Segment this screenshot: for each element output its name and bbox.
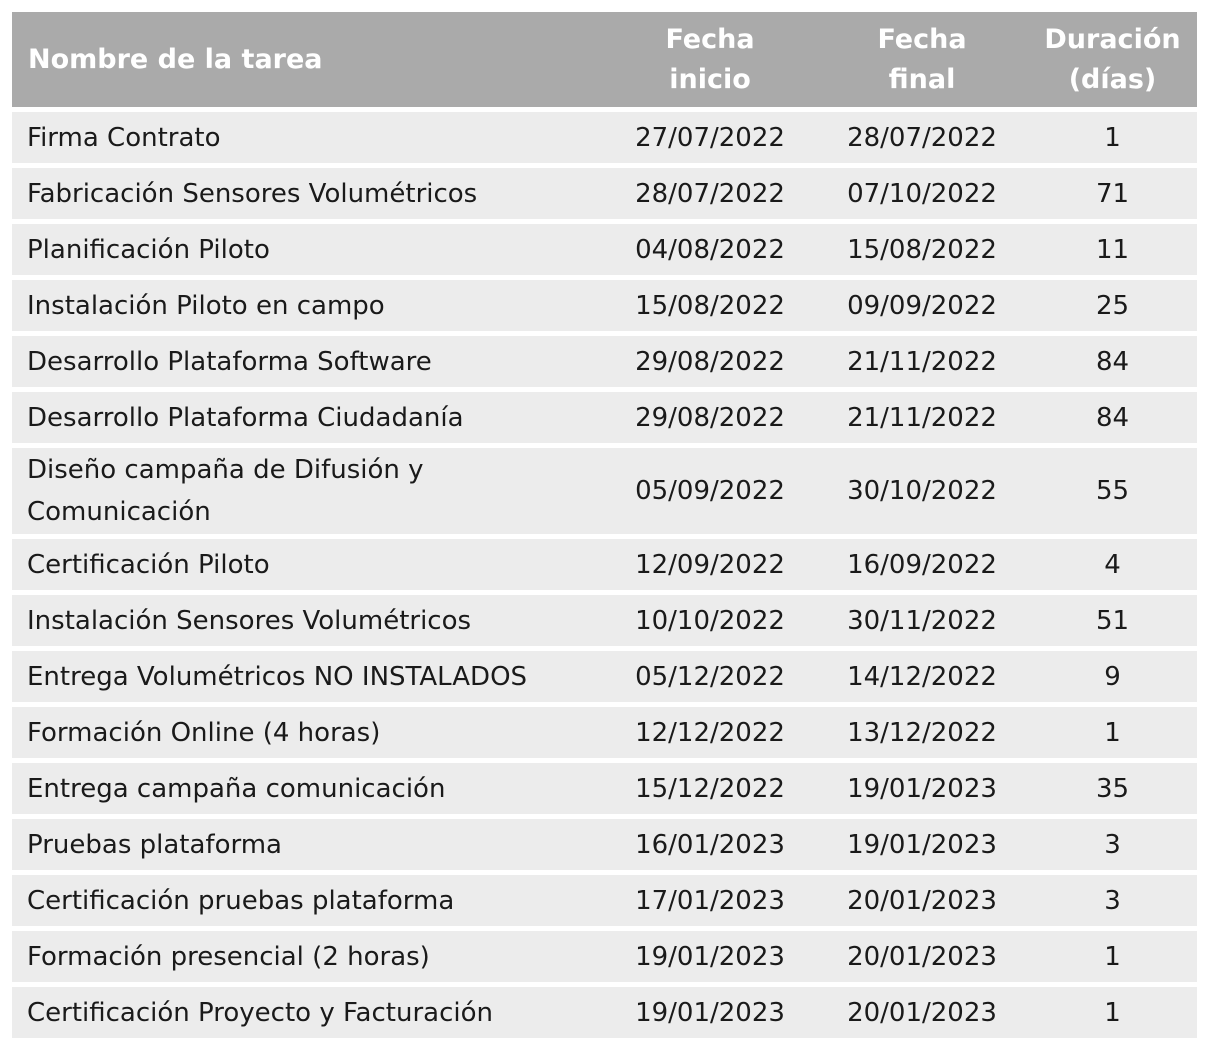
duration-cell: 55 bbox=[1028, 443, 1197, 534]
table-row bbox=[12, 331, 1197, 387]
header-end-line2: final bbox=[888, 63, 956, 95]
task-name-cell: Entrega Volumétricos NO INSTALADOS bbox=[12, 646, 604, 702]
duration-cell: 1 bbox=[1028, 107, 1197, 163]
table-row bbox=[12, 275, 1197, 331]
start-date-cell: 15/12/2022 bbox=[604, 758, 816, 814]
table-row bbox=[12, 702, 1197, 758]
start-date-cell: 19/01/2023 bbox=[604, 982, 816, 1038]
start-date-cell: 19/01/2023 bbox=[604, 926, 816, 982]
start-date-cell: 10/10/2022 bbox=[604, 590, 816, 646]
header-start-date bbox=[604, 12, 816, 107]
table-row bbox=[12, 814, 1197, 870]
task-name-cell: Desarrollo Plataforma Ciudadanía bbox=[12, 387, 604, 443]
task-name-cell: Instalación Piloto en campo bbox=[12, 275, 604, 331]
end-date-cell: 20/01/2023 bbox=[816, 870, 1028, 926]
start-date-cell: 05/09/2022 bbox=[604, 443, 816, 534]
start-date-cell: 17/01/2023 bbox=[604, 870, 816, 926]
task-name-cell: Certificación pruebas plataforma bbox=[12, 870, 604, 926]
end-date-cell: 16/09/2022 bbox=[816, 534, 1028, 590]
task-name-line1: Diseño campaña de Difusión y bbox=[27, 455, 424, 485]
header-start-line2: inicio bbox=[669, 63, 751, 95]
header-task-name-label: Nombre de la tarea bbox=[28, 43, 323, 75]
task-name-cell: Desarrollo Plataforma Software bbox=[12, 331, 604, 387]
end-date-cell: 09/09/2022 bbox=[816, 275, 1028, 331]
task-name-cell: Certificación Piloto bbox=[12, 534, 604, 590]
duration-cell: 84 bbox=[1028, 331, 1197, 387]
duration-cell: 71 bbox=[1028, 163, 1197, 219]
end-date-cell: 14/12/2022 bbox=[816, 646, 1028, 702]
end-date-cell: 15/08/2022 bbox=[816, 219, 1028, 275]
table-row bbox=[12, 534, 1197, 590]
header-duration-line1: Duración bbox=[1044, 23, 1181, 55]
end-date-cell: 21/11/2022 bbox=[816, 387, 1028, 443]
end-date-cell: 19/01/2023 bbox=[816, 758, 1028, 814]
duration-cell: 51 bbox=[1028, 590, 1197, 646]
start-date-cell: 04/08/2022 bbox=[604, 219, 816, 275]
duration-cell: 11 bbox=[1028, 219, 1197, 275]
start-date-cell: 28/07/2022 bbox=[604, 163, 816, 219]
end-date-cell: 30/10/2022 bbox=[816, 443, 1028, 534]
header-row bbox=[12, 12, 1197, 107]
task-name-cell: Pruebas plataforma bbox=[12, 814, 604, 870]
start-date-cell: 15/08/2022 bbox=[604, 275, 816, 331]
duration-cell: 25 bbox=[1028, 275, 1197, 331]
task-schedule-table bbox=[12, 12, 1197, 1038]
end-date-cell: 20/01/2023 bbox=[816, 926, 1028, 982]
task-name-cell bbox=[12, 443, 604, 534]
duration-cell: 3 bbox=[1028, 870, 1197, 926]
task-name-cell: Fabricación Sensores Volumétricos bbox=[12, 163, 604, 219]
duration-cell: 3 bbox=[1028, 814, 1197, 870]
table-row bbox=[12, 219, 1197, 275]
header-task-name bbox=[12, 12, 604, 107]
start-date-cell: 29/08/2022 bbox=[604, 331, 816, 387]
header-end-line1: Fecha bbox=[877, 23, 967, 55]
end-date-cell: 20/01/2023 bbox=[816, 982, 1028, 1038]
duration-cell: 1 bbox=[1028, 926, 1197, 982]
header-duration bbox=[1028, 12, 1197, 107]
start-date-cell: 27/07/2022 bbox=[604, 107, 816, 163]
duration-cell: 84 bbox=[1028, 387, 1197, 443]
start-date-cell: 16/01/2023 bbox=[604, 814, 816, 870]
task-name-cell: Formación Online (4 horas) bbox=[12, 702, 604, 758]
header-start-line1: Fecha bbox=[665, 23, 755, 55]
header-duration-line2: (días) bbox=[1068, 63, 1157, 95]
start-date-cell: 12/09/2022 bbox=[604, 534, 816, 590]
start-date-cell: 12/12/2022 bbox=[604, 702, 816, 758]
table-row bbox=[12, 163, 1197, 219]
task-name-cell: Certificación Proyecto y Facturación bbox=[12, 982, 604, 1038]
table-row bbox=[12, 107, 1197, 163]
duration-cell: 4 bbox=[1028, 534, 1197, 590]
table-row bbox=[12, 982, 1197, 1038]
duration-cell: 35 bbox=[1028, 758, 1197, 814]
table-row bbox=[12, 387, 1197, 443]
table-body bbox=[12, 107, 1197, 1038]
task-name-line2: Comunicación bbox=[27, 497, 211, 527]
duration-cell: 1 bbox=[1028, 702, 1197, 758]
task-name-cell: Planificación Piloto bbox=[12, 219, 604, 275]
table-row bbox=[12, 646, 1197, 702]
start-date-cell: 29/08/2022 bbox=[604, 387, 816, 443]
end-date-cell: 28/07/2022 bbox=[816, 107, 1028, 163]
end-date-cell: 07/10/2022 bbox=[816, 163, 1028, 219]
task-name-cell: Firma Contrato bbox=[12, 107, 604, 163]
task-name-cell: Formación presencial (2 horas) bbox=[12, 926, 604, 982]
task-schedule-table-container bbox=[12, 12, 1197, 1038]
end-date-cell: 13/12/2022 bbox=[816, 702, 1028, 758]
table-row bbox=[12, 590, 1197, 646]
duration-cell: 9 bbox=[1028, 646, 1197, 702]
table-row bbox=[12, 758, 1197, 814]
table-row bbox=[12, 926, 1197, 982]
table-row bbox=[12, 443, 1197, 534]
table-row bbox=[12, 870, 1197, 926]
table-header bbox=[12, 12, 1197, 107]
duration-cell: 1 bbox=[1028, 982, 1197, 1038]
header-end-date bbox=[816, 12, 1028, 107]
task-name-cell: Entrega campaña comunicación bbox=[12, 758, 604, 814]
start-date-cell: 05/12/2022 bbox=[604, 646, 816, 702]
end-date-cell: 30/11/2022 bbox=[816, 590, 1028, 646]
end-date-cell: 21/11/2022 bbox=[816, 331, 1028, 387]
task-name-cell: Instalación Sensores Volumétricos bbox=[12, 590, 604, 646]
end-date-cell: 19/01/2023 bbox=[816, 814, 1028, 870]
